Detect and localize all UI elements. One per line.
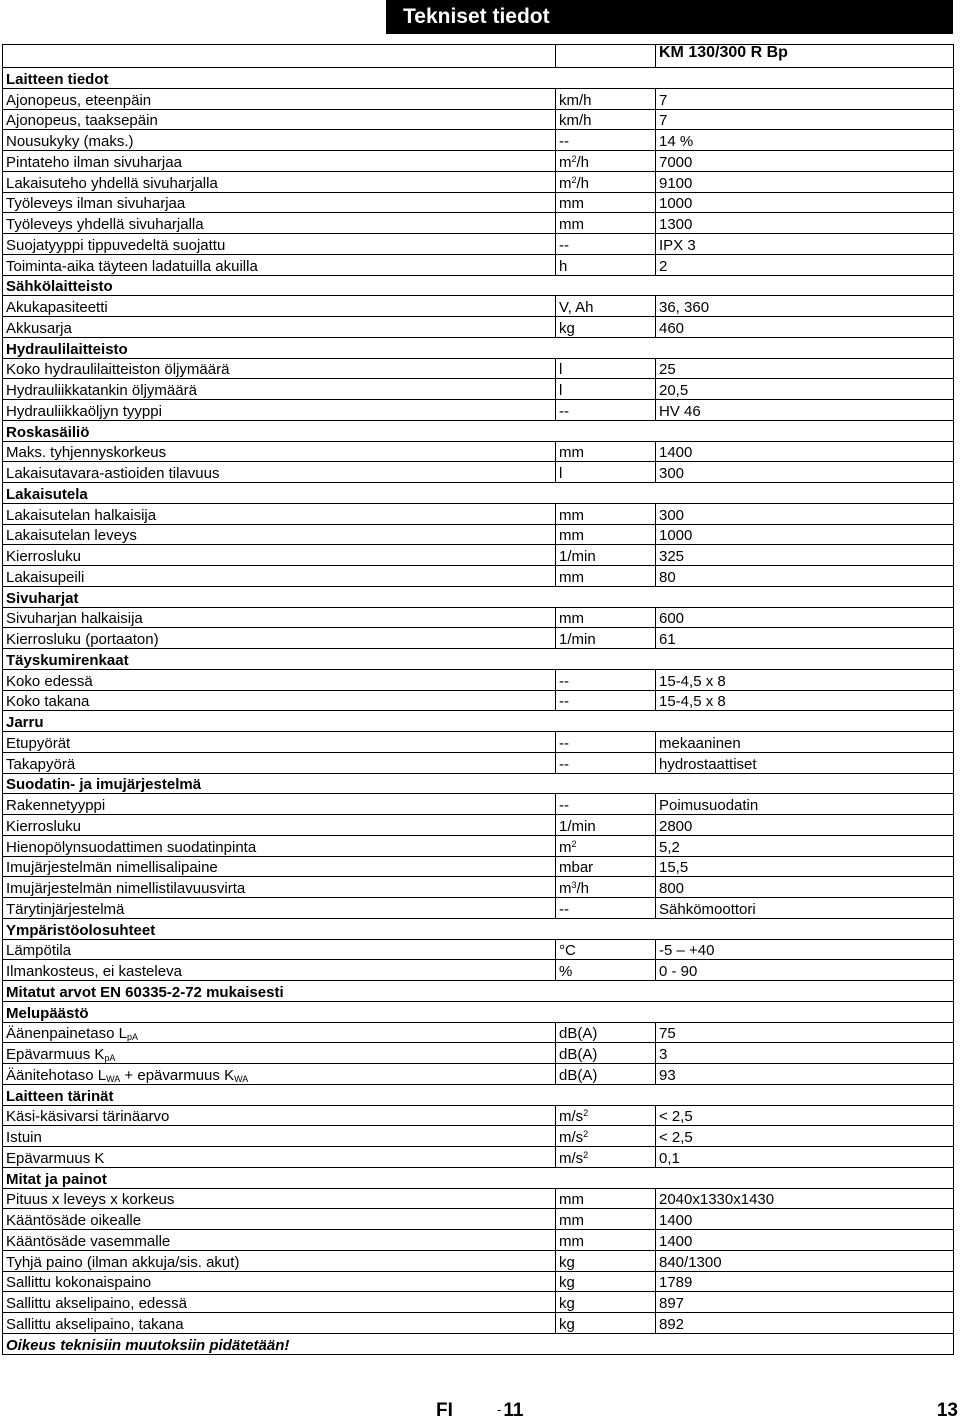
spec-label: Koko hydraulilaitteiston öljymäärä — [3, 358, 556, 379]
spec-value: Sähkömoottori — [656, 898, 954, 919]
spec-value: 93 — [656, 1064, 954, 1085]
spec-unit: dB(A) — [556, 1064, 656, 1085]
section-header-row — [3, 68, 954, 89]
section-header-row — [3, 586, 954, 607]
spec-label: Sallittu akselipaino, takana — [3, 1313, 556, 1334]
footer-section-page-number: 11 — [503, 1400, 524, 1421]
section-header-row — [3, 1084, 954, 1105]
spec-row — [3, 296, 954, 317]
spec-unit: km/h — [556, 109, 656, 130]
spec-unit: km/h — [556, 88, 656, 109]
spec-row — [3, 171, 954, 192]
spec-row — [3, 400, 954, 421]
spec-label: Koko edessä — [3, 669, 556, 690]
spec-value: 0,1 — [656, 1147, 954, 1168]
spec-label: Tärytinjärjestelmä — [3, 898, 556, 919]
spec-value: 1400 — [656, 1230, 954, 1251]
spec-row — [3, 877, 954, 898]
spec-value: hydrostaattiset — [656, 752, 954, 773]
spec-label: Rakennetyyppi — [3, 794, 556, 815]
section-header-row — [3, 1167, 954, 1188]
disclaimer-note: Oikeus teknisiin muutoksiin pidätetään! — [3, 1333, 954, 1354]
spec-row — [3, 88, 954, 109]
spec-value: 25 — [656, 358, 954, 379]
spec-label: Hydrauliikkatankin öljymäärä — [3, 379, 556, 400]
spec-row — [3, 690, 954, 711]
spec-unit: mm — [556, 1188, 656, 1209]
spec-row — [3, 898, 954, 919]
section-title: Mitat ja painot — [3, 1167, 954, 1188]
spec-label: Takapyörä — [3, 752, 556, 773]
footer-page-number: 13 — [936, 1400, 958, 1421]
spec-label: Nousukyky (maks.) — [3, 130, 556, 151]
spec-row — [3, 1064, 954, 1085]
section-header-row — [3, 483, 954, 504]
spec-value: HV 46 — [656, 400, 954, 421]
spec-label: Äänitehotaso $L_{WA}$ + epävarmuus $K_{WA}$ — [3, 1064, 556, 1085]
spec-value: 897 — [656, 1292, 954, 1313]
spec-row — [3, 503, 954, 524]
section-title: Sivuharjat — [3, 586, 954, 607]
section-header-row — [3, 420, 954, 441]
spec-unit: -- — [556, 234, 656, 255]
section-header-row — [3, 981, 954, 1002]
spec-value: 300 — [656, 503, 954, 524]
section-title: Mitatut arvot EN 60335-2-72 mukaisesti — [3, 981, 954, 1002]
spec-label: Käsi-käsivarsi tärinäarvo — [3, 1105, 556, 1126]
spec-unit: mm — [556, 524, 656, 545]
spec-value: 325 — [656, 545, 954, 566]
spec-value: 460 — [656, 317, 954, 338]
spec-row — [3, 462, 954, 483]
spec-label: Kääntösäde vasemmalle — [3, 1230, 556, 1251]
spec-row — [3, 109, 954, 130]
spec-row — [3, 1250, 954, 1271]
spec-label: Epävarmuus $K_{pA}$ — [3, 1043, 556, 1064]
section-title: Jarru — [3, 711, 954, 732]
section-title: Roskasäiliö — [3, 420, 954, 441]
section-header-row — [3, 918, 954, 939]
spec-label: Akkusarja — [3, 317, 556, 338]
spec-value: 61 — [656, 628, 954, 649]
spec-value: 1400 — [656, 1209, 954, 1230]
spec-value: 36, 360 — [656, 296, 954, 317]
spec-row — [3, 151, 954, 172]
spec-row — [3, 794, 954, 815]
spec-unit: kg — [556, 1250, 656, 1271]
spec-label: Äänenpainetaso $L_{pA}$ — [3, 1022, 556, 1043]
spec-unit: mm — [556, 607, 656, 628]
spec-row — [3, 628, 954, 649]
spec-unit: $m^3/h$ — [556, 877, 656, 898]
section-title: Hydraulilaitteisto — [3, 337, 954, 358]
spec-label: Ajonopeus, eteenpäin — [3, 88, 556, 109]
spec-row — [3, 752, 954, 773]
spec-value: 2800 — [656, 815, 954, 836]
spec-row — [3, 1022, 954, 1043]
spec-unit: -- — [556, 669, 656, 690]
spec-value: 15-4,5 x 8 — [656, 690, 954, 711]
spec-label: Lakaisutelan halkaisija — [3, 503, 556, 524]
spec-label: Istuin — [3, 1126, 556, 1147]
spec-unit: mm — [556, 192, 656, 213]
spec-label: Kierrosluku — [3, 545, 556, 566]
page-title: Tekniset tiedot — [386, 0, 953, 34]
spec-label: Kierrosluku — [3, 815, 556, 836]
spec-label: Maks. tyhjennyskorkeus — [3, 441, 556, 462]
spec-value: 892 — [656, 1313, 954, 1334]
spec-label: Pintateho ilman sivuharjaa — [3, 151, 556, 172]
spec-value: 5,2 — [656, 835, 954, 856]
spec-unit: -- — [556, 690, 656, 711]
spec-row — [3, 607, 954, 628]
spec-unit: mm — [556, 503, 656, 524]
spec-unit: mbar — [556, 856, 656, 877]
spec-unit: kg — [556, 317, 656, 338]
spec-row — [3, 213, 954, 234]
spec-value: < 2,5 — [656, 1105, 954, 1126]
spec-row — [3, 1230, 954, 1251]
spec-row — [3, 835, 954, 856]
spec-label: Hydrauliikkaöljyn tyyppi — [3, 400, 556, 421]
spec-value: 7 — [656, 109, 954, 130]
spec-unit: mm — [556, 441, 656, 462]
spec-unit: dB(A) — [556, 1022, 656, 1043]
spec-unit: mm — [556, 1230, 656, 1251]
section-title: Suodatin- ja imujärjestelmä — [3, 773, 954, 794]
spec-value: 840/1300 — [656, 1250, 954, 1271]
spec-unit: -- — [556, 130, 656, 151]
spec-row — [3, 1313, 954, 1334]
spec-unit: l — [556, 462, 656, 483]
section-header-row — [3, 275, 954, 296]
spec-value: 1000 — [656, 524, 954, 545]
section-title: Laitteen tärinät — [3, 1084, 954, 1105]
spec-value: 0 - 90 — [656, 960, 954, 981]
spec-label: Sivuharjan halkaisija — [3, 607, 556, 628]
spec-unit: -- — [556, 400, 656, 421]
spec-label: Tyhjä paino (ilman akkuja/sis. akut) — [3, 1250, 556, 1271]
section-header-row — [3, 649, 954, 670]
spec-unit: h — [556, 254, 656, 275]
spec-unit: kg — [556, 1313, 656, 1334]
footer-dash: - — [497, 1402, 502, 1417]
spec-value: 20,5 — [656, 379, 954, 400]
spec-unit: -- — [556, 794, 656, 815]
spec-value: 15-4,5 x 8 — [656, 669, 954, 690]
spec-row — [3, 1043, 954, 1064]
spec-value: 15,5 — [656, 856, 954, 877]
section-header-row — [3, 337, 954, 358]
spec-value: 2040x1330x1430 — [656, 1188, 954, 1209]
spec-unit: 1/min — [556, 815, 656, 836]
spec-value: 1789 — [656, 1271, 954, 1292]
spec-value: 300 — [656, 462, 954, 483]
section-header-row — [3, 773, 954, 794]
spec-value: 1000 — [656, 192, 954, 213]
spec-label: Etupyörät — [3, 732, 556, 753]
model-name: KM 130/300 R Bp — [656, 45, 954, 68]
spec-value: 2 — [656, 254, 954, 275]
section-title: Laitteen tiedot — [3, 68, 954, 89]
spec-value: 1400 — [656, 441, 954, 462]
spec-label: Hienopölynsuodattimen suodatinpinta — [3, 835, 556, 856]
spec-unit: °C — [556, 939, 656, 960]
spec-unit: kg — [556, 1292, 656, 1313]
spec-unit: $m^2$ — [556, 835, 656, 856]
section-title: Ympäristöolosuhteet — [3, 918, 954, 939]
model-header-empty-cell — [556, 45, 656, 68]
spec-unit: dB(A) — [556, 1043, 656, 1064]
technical-data-table — [2, 44, 954, 1355]
spec-row — [3, 1126, 954, 1147]
spec-unit: V, Ah — [556, 296, 656, 317]
spec-value: 75 — [656, 1022, 954, 1043]
spec-value: 80 — [656, 566, 954, 587]
spec-row — [3, 566, 954, 587]
spec-unit: -- — [556, 732, 656, 753]
spec-label: Toiminta-aika täyteen ladatuilla akuilla — [3, 254, 556, 275]
section-title: Melupäästö — [3, 1001, 954, 1022]
spec-row — [3, 732, 954, 753]
disclaimer-row — [3, 1333, 954, 1354]
spec-row — [3, 130, 954, 151]
spec-unit: -- — [556, 898, 656, 919]
section-title: Lakaisutela — [3, 483, 954, 504]
spec-value: 800 — [656, 877, 954, 898]
spec-value: 9100 — [656, 171, 954, 192]
spec-unit: mm — [556, 1209, 656, 1230]
spec-row — [3, 192, 954, 213]
spec-value: 3 — [656, 1043, 954, 1064]
footer-language: FI — [436, 1400, 453, 1421]
spec-label: Epävarmuus K — [3, 1147, 556, 1168]
spec-unit: mm — [556, 566, 656, 587]
spec-value: 7 — [656, 88, 954, 109]
spec-label: Lakaisutelan leveys — [3, 524, 556, 545]
spec-label: Sallittu kokonaispaino — [3, 1271, 556, 1292]
spec-label: Ajonopeus, taaksepäin — [3, 109, 556, 130]
spec-value: < 2,5 — [656, 1126, 954, 1147]
spec-value: 600 — [656, 607, 954, 628]
section-title: Täyskumirenkaat — [3, 649, 954, 670]
spec-unit: $m/s^2$ — [556, 1147, 656, 1168]
spec-label: Kääntösäde oikealle — [3, 1209, 556, 1230]
spec-label: Imujärjestelmän nimellisalipaine — [3, 856, 556, 877]
spec-row — [3, 669, 954, 690]
spec-row — [3, 960, 954, 981]
spec-unit: $m^2/h$ — [556, 151, 656, 172]
spec-label: Työleveys yhdellä sivuharjalla — [3, 213, 556, 234]
model-header-row — [3, 45, 954, 68]
spec-value: mekaaninen — [656, 732, 954, 753]
spec-unit: 1/min — [556, 545, 656, 566]
spec-row — [3, 856, 954, 877]
footer-section-page — [497, 1400, 523, 1422]
spec-row — [3, 524, 954, 545]
spec-unit: % — [556, 960, 656, 981]
spec-value: IPX 3 — [656, 234, 954, 255]
section-header-row — [3, 711, 954, 732]
spec-unit: $m/s^2$ — [556, 1105, 656, 1126]
spec-row — [3, 358, 954, 379]
section-title: Sähkölaitteisto — [3, 275, 954, 296]
spec-label: Pituus x leveys x korkeus — [3, 1188, 556, 1209]
spec-unit: l — [556, 358, 656, 379]
spec-row — [3, 1209, 954, 1230]
spec-row — [3, 1292, 954, 1313]
spec-row — [3, 545, 954, 566]
spec-label: Ilmankosteus, ei kasteleva — [3, 960, 556, 981]
spec-unit: $m^2/h$ — [556, 171, 656, 192]
spec-value: -5 – +40 — [656, 939, 954, 960]
spec-label: Lakaisupeili — [3, 566, 556, 587]
spec-row — [3, 1105, 954, 1126]
spec-label: Sallittu akselipaino, edessä — [3, 1292, 556, 1313]
spec-label: Imujärjestelmän nimellistilavuusvirta — [3, 877, 556, 898]
spec-row — [3, 939, 954, 960]
spec-label: Lämpötila — [3, 939, 556, 960]
spec-unit: $m/s^2$ — [556, 1126, 656, 1147]
spec-label: Kierrosluku (portaaton) — [3, 628, 556, 649]
model-header-empty-cell — [3, 45, 556, 68]
spec-label: Koko takana — [3, 690, 556, 711]
spec-value: Poimusuodatin — [656, 794, 954, 815]
spec-row — [3, 1271, 954, 1292]
spec-value: 1300 — [656, 213, 954, 234]
spec-unit: -- — [556, 752, 656, 773]
spec-row — [3, 1188, 954, 1209]
spec-unit: 1/min — [556, 628, 656, 649]
spec-unit: l — [556, 379, 656, 400]
spec-unit: mm — [556, 213, 656, 234]
spec-value: 7000 — [656, 151, 954, 172]
spec-row — [3, 379, 954, 400]
spec-row — [3, 441, 954, 462]
section-header-row — [3, 1001, 954, 1022]
spec-row — [3, 1147, 954, 1168]
spec-row — [3, 234, 954, 255]
spec-label: Akukapasiteetti — [3, 296, 556, 317]
spec-row — [3, 815, 954, 836]
spec-unit: kg — [556, 1271, 656, 1292]
spec-row — [3, 254, 954, 275]
spec-row — [3, 317, 954, 338]
spec-label: Työleveys ilman sivuharjaa — [3, 192, 556, 213]
spec-label: Lakaisuteho yhdellä sivuharjalla — [3, 171, 556, 192]
spec-label: Lakaisutavara-astioiden tilavuus — [3, 462, 556, 483]
spec-value: 14 % — [656, 130, 954, 151]
spec-label: Suojatyyppi tippuvedeltä suojattu — [3, 234, 556, 255]
